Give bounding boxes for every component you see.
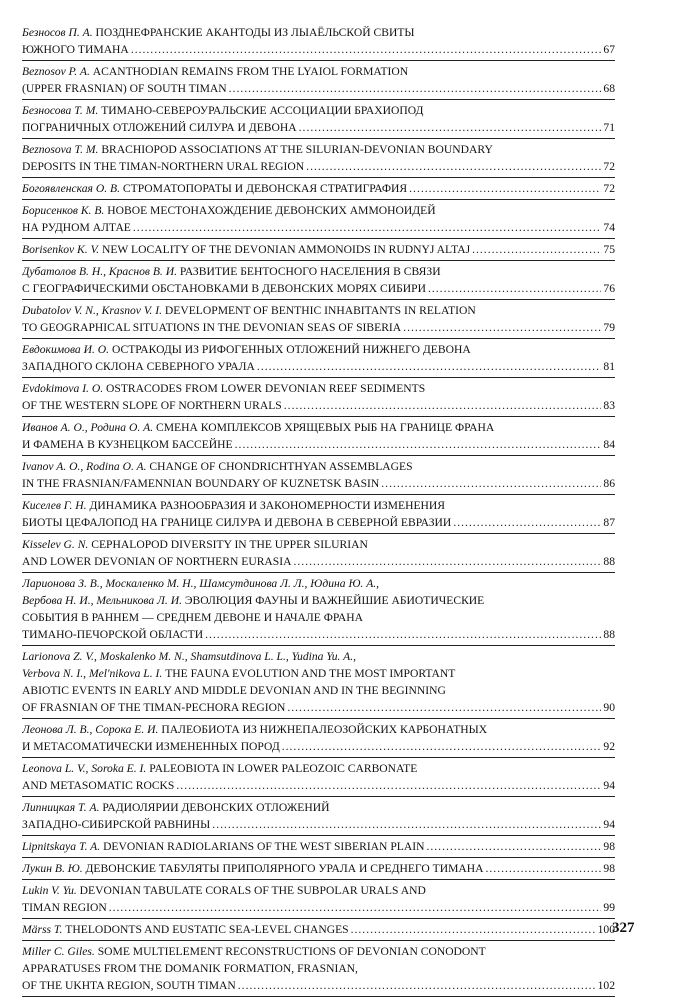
toc-line <box>22 721 615 738</box>
page-number: 327 <box>612 920 635 936</box>
author-name: Dubatolov V. N., Krasnov V. I. <box>22 304 165 317</box>
author-name: Verbova N. I., Mel'nikova L. I. <box>22 667 166 680</box>
page-ref: 94 <box>603 779 615 792</box>
author-name: Дубатолов В. Н., Краснов В. И. <box>22 265 180 278</box>
page-ref: 79 <box>603 321 615 334</box>
article-title: ЭВОЛЮЦИЯ ФАУНЫ И ВАЖНЕЙШИЕ АБИОТИЧЕСКИЕ <box>184 594 485 607</box>
toc-line <box>22 358 615 375</box>
author-name: Beznosova T. M. <box>22 143 102 156</box>
toc-line <box>22 665 615 682</box>
author-name: Вербова Н. И., Мельникова Л. И. <box>22 594 185 607</box>
article-title: THELODONTS AND EUSTATIC SEA-LEVEL CHANGES <box>65 923 349 936</box>
author-name: Иванов А. О., Родина О. А. <box>22 421 157 434</box>
page-ref: 98 <box>603 862 615 875</box>
author-name: Евдокимова И. О. <box>22 343 112 356</box>
dot-leader <box>403 319 601 336</box>
toc-line <box>22 777 615 794</box>
toc-entry <box>22 302 615 339</box>
article-title: СТРОМАТОПОРАТЫ И ДЕВОНСКАЯ СТРАТИГРАФИЯ <box>122 182 408 195</box>
toc-entry <box>22 760 615 797</box>
article-title: AND METASOMATIC ROCKS <box>22 779 175 792</box>
article-title: ACANTHODIAN REMAINS FROM THE LYAIOL FORMATION <box>92 65 409 78</box>
toc-line <box>22 682 615 699</box>
toc-entry <box>22 419 615 456</box>
article-title: РАДИОЛЯРИИ ДЕВОНСКИХ ОТЛОЖЕНИЙ <box>102 801 330 814</box>
author-name: Ларионова З. В., Москаленко М. Н., Шамсутдинова Л. Л., Юдина Ю. А., <box>22 577 380 590</box>
article-title: ДИНАМИКА РАЗНООБРАЗИЯ И ЗАКОНОМЕРНОСТИ ИЗМЕНЕНИЯ <box>89 499 446 512</box>
dot-leader <box>294 553 602 570</box>
dot-leader <box>131 41 602 58</box>
toc-line <box>22 899 615 916</box>
toc-line <box>22 80 615 97</box>
article-title: SOME MULTIELEMENT RECONSTRUCTIONS OF DEVONIAN CONODONT <box>97 945 486 958</box>
toc-line <box>22 626 615 643</box>
page-ref: 68 <box>603 82 615 95</box>
toc-line <box>22 960 615 977</box>
toc-line <box>22 838 615 855</box>
toc-entry <box>22 380 615 417</box>
toc-line <box>22 553 615 570</box>
toc-line <box>22 475 615 492</box>
toc-entry <box>22 180 615 200</box>
toc-line <box>22 648 615 665</box>
page-ref: 83 <box>603 399 615 412</box>
dot-leader <box>235 436 602 453</box>
toc-line <box>22 760 615 777</box>
article-title: ЗАПАДНОГО СКЛОНА СЕВЕРНОГО УРАЛА <box>22 360 255 373</box>
toc-line <box>22 263 615 280</box>
article-title: ТИМАНО-СЕВЕРОУРАЛЬСКИЕ АССОЦИАЦИИ БРАХИОПОД <box>101 104 424 117</box>
article-title: ЗАПАДНО-СИБИРСКОЙ РАВНИНЫ <box>22 818 211 831</box>
toc-line <box>22 514 615 531</box>
toc-line <box>22 380 615 397</box>
toc-entry <box>22 241 615 261</box>
author-name: Larionova Z. V., Moskalenko M. N., Shamsutdinova L. L., Yudina Yu. A., <box>22 650 357 663</box>
article-title: CEPHALOPOD DIVERSITY IN THE UPPER SILURIAN <box>91 538 368 551</box>
toc-line <box>22 699 615 716</box>
article-title: СМЕНА КОМПЛЕКСОВ ХРЯЩЕВЫХ РЫБ НА ГРАНИЦЕ ФРАНА <box>156 421 495 434</box>
page-ref: 98 <box>603 840 615 853</box>
toc-entry <box>22 24 615 61</box>
toc-entry <box>22 536 615 573</box>
article-title: BRACHIOPOD ASSOCIATIONS AT THE SILURIAN-DEVONIAN BOUNDARY <box>101 143 493 156</box>
author-name: Лукин В. Ю. <box>22 862 86 875</box>
toc-entry <box>22 341 615 378</box>
dot-leader <box>212 816 601 833</box>
author-name: Evdokimova I. O. <box>22 382 107 395</box>
article-title: APPARATUSES FROM THE DOMANIK FORMATION, FRASNIAN, <box>22 962 358 975</box>
article-title: И МЕТАСОМАТИЧЕСКИ ИЗМЕНЕННЫХ ПОРОД <box>22 740 280 753</box>
table-of-contents <box>22 24 615 999</box>
dot-leader <box>453 514 601 531</box>
article-title: ПОЗДНЕФРАНСКИЕ АКАНТОДЫ ИЗ ЛЫАЁЛЬСКОЙ СВИТЫ <box>95 26 415 39</box>
author-name: Lipnitskaya T. A. <box>22 840 104 853</box>
toc-line <box>22 158 615 175</box>
article-title: TIMAN REGION <box>22 901 107 914</box>
toc-entry <box>22 63 615 100</box>
page-ref: 100 <box>597 923 615 936</box>
dot-leader <box>426 838 601 855</box>
author-name: Ivanov A. O., Rodina O. A. <box>22 460 150 473</box>
toc-line <box>22 180 615 197</box>
toc-line <box>22 882 615 899</box>
toc-entry <box>22 497 615 534</box>
article-title: OF FRASNIAN OF THE TIMAN-PECHORA REGION <box>22 701 286 714</box>
dot-leader <box>238 977 596 994</box>
dot-leader <box>486 860 602 877</box>
article-title: ПОГРАНИЧНЫХ ОТЛОЖЕНИЙ СИЛУРА И ДЕВОНА <box>22 121 297 134</box>
page-ref: 86 <box>603 477 615 490</box>
toc-line <box>22 341 615 358</box>
dot-leader <box>109 899 602 916</box>
article-title: ТИМАНО-ПЕЧОРСКОЙ ОБЛАСТИ <box>22 628 204 641</box>
page-ref: 76 <box>603 282 615 295</box>
toc-entry <box>22 838 615 858</box>
page-ref: 99 <box>603 901 615 914</box>
toc-line <box>22 63 615 80</box>
page-ref: 71 <box>603 121 615 134</box>
toc-line <box>22 24 615 41</box>
author-name: Богоявленская О. В. <box>22 182 123 195</box>
toc-entry <box>22 799 615 836</box>
toc-entry <box>22 860 615 880</box>
article-title: CHANGE OF CHONDRICHTHYAN ASSEMBLAGES <box>149 460 413 473</box>
toc-line <box>22 102 615 119</box>
toc-line <box>22 119 615 136</box>
toc-line <box>22 302 615 319</box>
article-title: НОВОЕ МЕСТОНАХОЖДЕНИЕ ДЕВОНСКИХ АММОНОИДЕЙ <box>107 204 436 217</box>
page-ref: 88 <box>603 628 615 641</box>
page-ref: 94 <box>603 818 615 831</box>
dot-leader <box>472 241 601 258</box>
toc-line <box>22 419 615 436</box>
dot-leader <box>409 180 601 197</box>
toc-line <box>22 816 615 833</box>
page-ref: 90 <box>603 701 615 714</box>
toc-entry <box>22 882 615 919</box>
toc-line <box>22 202 615 219</box>
page-ref: 92 <box>603 740 615 753</box>
toc-line <box>22 799 615 816</box>
author-name: Леонова Л. В., Сорока Е. И. <box>22 723 162 736</box>
dot-leader <box>176 777 601 794</box>
author-name: Märss T. <box>22 923 66 936</box>
article-title: С ГЕОГРАФИЧЕСКИМИ ОБСТАНОВКАМИ В ДЕВОНСКИХ МОРЯХ СИБИРИ <box>22 282 426 295</box>
toc-line <box>22 977 615 994</box>
toc-line <box>22 943 615 960</box>
author-name: Липницкая Т. А. <box>22 801 103 814</box>
toc-line <box>22 497 615 514</box>
author-name: Безносова Т. М. <box>22 104 102 117</box>
toc-line <box>22 575 615 592</box>
toc-line <box>22 738 615 755</box>
page-ref: 72 <box>603 160 615 173</box>
page-ref: 81 <box>603 360 615 373</box>
toc-line <box>22 860 615 877</box>
toc-line <box>22 141 615 158</box>
page-ref: 84 <box>603 438 615 451</box>
dot-leader <box>284 397 602 414</box>
author-name: Leonova L. V., Soroka E. I. <box>22 762 150 775</box>
article-title: ABIOTIC EVENTS IN EARLY AND MIDDLE DEVONIAN AND IN THE BEGINNING <box>22 684 446 697</box>
dot-leader <box>287 699 601 716</box>
toc-line <box>22 219 615 236</box>
toc-line <box>22 280 615 297</box>
article-title: ЮЖНОГО ТИМАНА <box>22 43 129 56</box>
article-title: СОБЫТИЯ В РАННЕМ — СРЕДНЕМ ДЕВОНЕ И НАЧАЛЕ ФРАНА <box>22 611 363 624</box>
dot-leader <box>229 80 602 97</box>
article-title: БИОТЫ ЦЕФАЛОПОД НА ГРАНИЦЕ СИЛУРА И ДЕВОНА В СЕВЕРНОЙ ЕВРАЗИИ <box>22 516 452 529</box>
article-title: PALEOBIOTA IN LOWER PALEOZOIC CARBONATE <box>149 762 418 775</box>
author-name: Borisenkov K. V. <box>22 243 102 256</box>
toc-line <box>22 592 615 609</box>
article-title: DEPOSITS IN THE TIMAN-NORTHERN URAL REGION <box>22 160 305 173</box>
dot-leader <box>133 219 602 236</box>
toc-entry <box>22 263 615 300</box>
article-title: РАЗВИТИЕ БЕНТОСНОГО НАСЕЛЕНИЯ В СВЯЗИ <box>179 265 441 278</box>
toc-entry <box>22 921 615 941</box>
article-title: ПАЛЕОБИОТА ИЗ НИЖНЕПАЛЕОЗОЙСКИХ КАРБОНАТНЫХ <box>161 723 488 736</box>
dot-leader <box>428 280 601 297</box>
article-title: NEW LOCALITY OF THE DEVONIAN AMMONOIDS IN RUDNYJ ALTAJ <box>101 243 471 256</box>
toc-entry <box>22 648 615 719</box>
article-title: НА РУДНОМ АЛТАЕ <box>22 221 131 234</box>
page-ref: 75 <box>603 243 615 256</box>
article-title: И ФАМЕНА В КУЗНЕЦКОМ БАССЕЙНЕ <box>22 438 233 451</box>
dot-leader <box>351 921 596 938</box>
author-name: Beznosov P. A. <box>22 65 93 78</box>
author-name: Борисенков К. В. <box>22 204 108 217</box>
toc-line <box>22 921 615 938</box>
page-ref: 88 <box>603 555 615 568</box>
page-ref: 74 <box>603 221 615 234</box>
author-name: Kisselev G. N. <box>22 538 92 551</box>
article-title: OSTRACODES FROM LOWER DEVONIAN REEF SEDIMENTS <box>106 382 426 395</box>
toc-entry <box>22 102 615 139</box>
article-title: (UPPER FRASNIAN) OF SOUTH TIMAN <box>22 82 227 95</box>
toc-line <box>22 41 615 58</box>
article-title: OF THE WESTERN SLOPE OF NORTHERN URALS <box>22 399 282 412</box>
author-name: Безносов П. А. <box>22 26 96 39</box>
toc-entry <box>22 141 615 178</box>
dot-leader <box>282 738 602 755</box>
article-title: DEVONIAN RADIOLARIANS OF THE WEST SIBERIAN PLAIN <box>103 840 425 853</box>
toc-line <box>22 436 615 453</box>
toc-line <box>22 609 615 626</box>
author-name: Miller C. Giles. <box>22 945 98 958</box>
dot-leader <box>205 626 601 643</box>
article-title: ДЕВОНСКИЕ ТАБУЛЯТЫ ПРИПОЛЯРНОГО УРАЛА И СРЕДНЕГО ТИМАНА <box>85 862 484 875</box>
dot-leader <box>381 475 601 492</box>
toc-entry <box>22 943 615 997</box>
article-title: THE FAUNA EVOLUTION AND THE MOST IMPORTANT <box>165 667 456 680</box>
dot-leader <box>257 358 602 375</box>
dot-leader <box>299 119 602 136</box>
toc-entry <box>22 202 615 239</box>
toc-line <box>22 319 615 336</box>
toc-line <box>22 536 615 553</box>
toc-entry <box>22 721 615 758</box>
toc-entry <box>22 575 615 646</box>
toc-line <box>22 458 615 475</box>
toc-line <box>22 397 615 414</box>
dot-leader <box>306 158 601 175</box>
page-ref: 87 <box>603 516 615 529</box>
page-ref: 102 <box>597 979 615 992</box>
author-name: Lukin V. Yu. <box>22 884 80 897</box>
author-name: Киселев Г. Н. <box>22 499 90 512</box>
page-ref: 72 <box>603 182 615 195</box>
article-title: ОСТРАКОДЫ ИЗ РИФОГЕННЫХ ОТЛОЖЕНИЙ НИЖНЕГО ДЕВОНА <box>111 343 471 356</box>
toc-entry <box>22 458 615 495</box>
toc-line <box>22 241 615 258</box>
page-ref: 67 <box>603 43 615 56</box>
article-title: AND LOWER DEVONIAN OF NORTHERN EURASIA <box>22 555 292 568</box>
article-title: DEVELOPMENT OF BENTHIC INHABITANTS IN RELATION <box>164 304 476 317</box>
article-title: DEVONIAN TABULATE CORALS OF THE SUBPOLAR URALS AND <box>79 884 426 897</box>
article-title: OF THE UKHTA REGION, SOUTH TIMAN <box>22 979 236 992</box>
article-title: TO GEOGRAPHICAL SITUATIONS IN THE DEVONIAN SEAS OF SIBERIA <box>22 321 402 334</box>
article-title: IN THE FRASNIAN/FAMENNIAN BOUNDARY OF KUZNETSK BASIN <box>22 477 380 490</box>
